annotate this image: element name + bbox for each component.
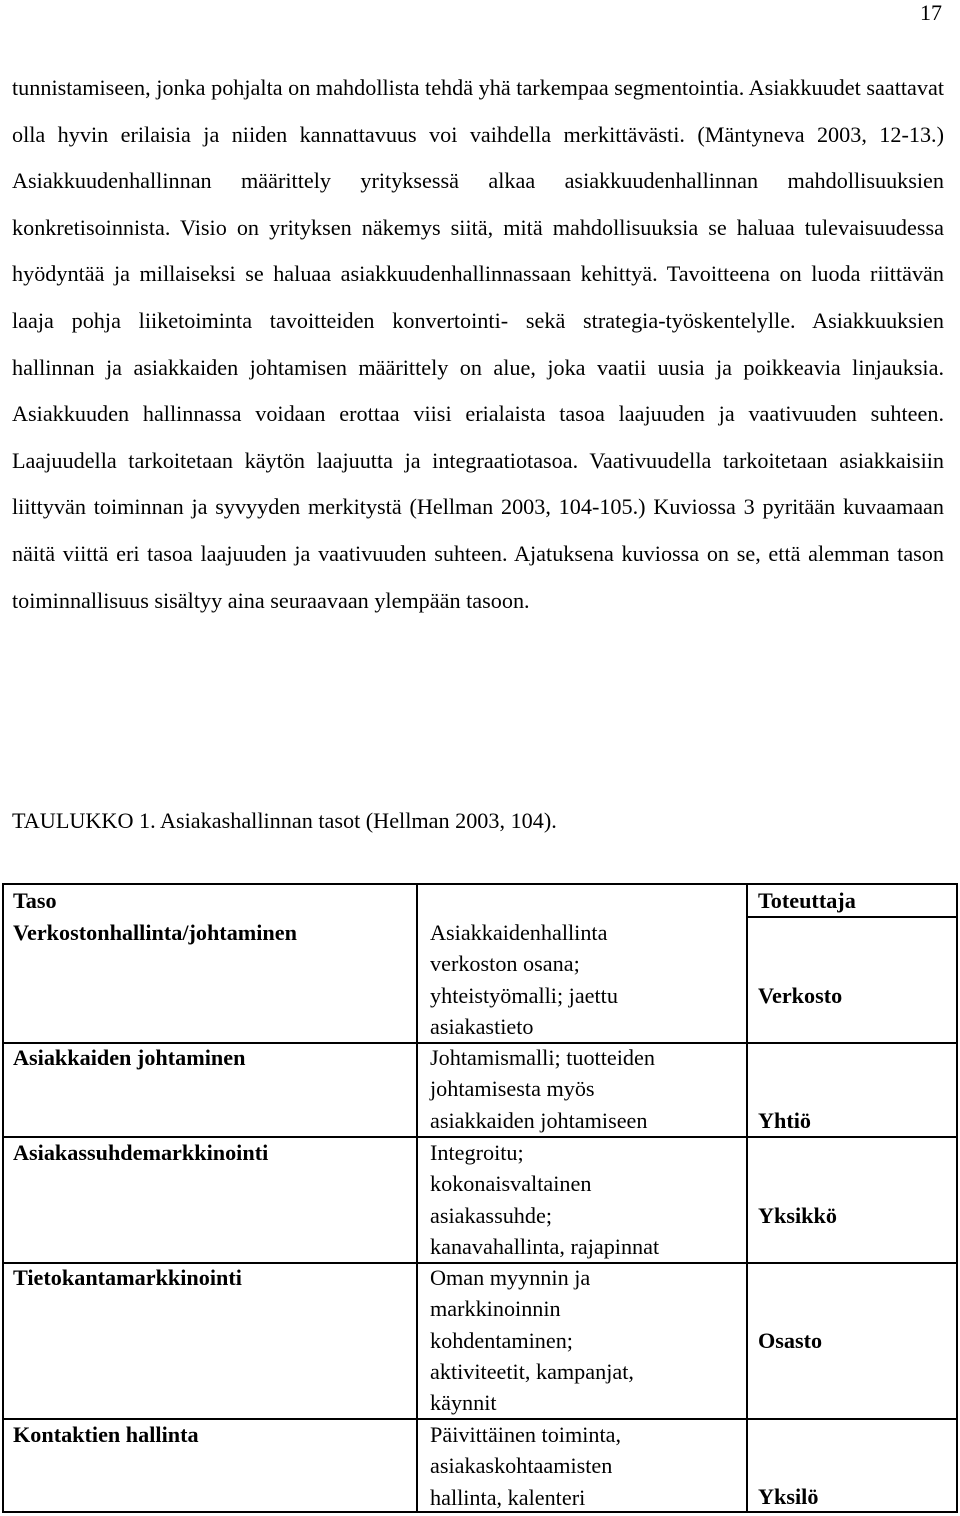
implementer-cell: Verkosto (758, 983, 843, 1008)
implementer-cell: Yhtiö (758, 1108, 812, 1133)
description-cell: Johtamismalli; tuotteiden johtamisesta myös asiakkaiden johtamiseen (430, 1045, 655, 1133)
description-cell: Oman myynnin ja markkinoinnin kohdentaminen; aktiviteetit, kampanjat, käynnit (430, 1265, 634, 1416)
level-cell: Asiakkaiden johtaminen (13, 1045, 246, 1070)
header-level: Taso (13, 888, 57, 913)
implementer-cell: Yksilö (758, 1484, 819, 1509)
implementer-cell: Osasto (758, 1328, 823, 1353)
customer-management-levels-table (2, 883, 958, 1513)
level-cell: Kontaktien hallinta (13, 1422, 199, 1447)
description-cell: Integroitu; kokonaisvaltainen asiakassuhde; kanavahallinta, rajapinnat (430, 1140, 660, 1259)
header-implementer: Toteuttaja (758, 888, 856, 913)
level-cell: Verkostonhallinta/johtaminen (13, 920, 297, 945)
body-paragraph: tunnistamiseen, jonka pohjalta on mahdollista tehdä yhä tarkempaa segmentointia. Asiakkuudet saattavat olla hyvin erilaisia ja niiden kannattavuus voi vaihdella merkittävästi. (Mäntyneva 2003, 12-13.) Asiakkuudenhallinnan määrittely yrityksessä alkaa asiakkuudenhallinnan mahdollisuuksien konkretisoinnista. Visio on yrityksen näkemys siitä, mitä mahdollisuuksia se haluaa tulevaisuudessa hyödyntää ja millaiseksi se haluaa asiakkuudenhallinnassaan kehittyä. Tavoitteena on luoda riittävän laaja pohja liiketoiminta tavoitteiden konvertointi- sekä strategia-työskentelylle. Asiakkuuksien hallinnan ja asiakkaiden johtamisen määrittely on alue, joka vaatii uusia ja poikkeavia linjauksia. Asiakkuuden hallinnassa voidaan erottaa viisi erialaista tasoa laajuuden ja vaativuuden suhteen. Laajuudella tarkoitetaan käytön laajuutta ja integraatiotasoa. Vaativuudella tarkoitetaan asiakkaisiin liittyvän toiminnan ja syvyyden merkitystä (Hellman 2003, 104-105.) Kuviossa 3 pyritään kuvaamaan näitä viittä eri tasoa laajuuden ja vaativuuden suhteen. Ajatuksena kuviossa on se, että alemman tason toiminnallisuus sisältyy aina seuraavaan ylempään tasoon. (12, 75, 944, 613)
description-cell: Päivittäinen toiminta, asiakaskohtaamisten hallinta, kalenteri (430, 1422, 622, 1510)
page-number: 17 (920, 0, 942, 25)
level-cell: Tietokantamarkkinointi (13, 1265, 242, 1290)
table-caption: TAULUKKO 1. Asiakashallinnan tasot (Hellman 2003, 104). (12, 808, 557, 833)
description-cell: Asiakkaidenhallinta verkoston osana; yhteistyömalli; jaettu asiakastieto (430, 920, 618, 1039)
header-divider-implementer (746, 916, 958, 918)
level-cell: Asiakassuhdemarkkinointi (13, 1140, 269, 1165)
implementer-cell: Yksikkö (758, 1203, 837, 1228)
